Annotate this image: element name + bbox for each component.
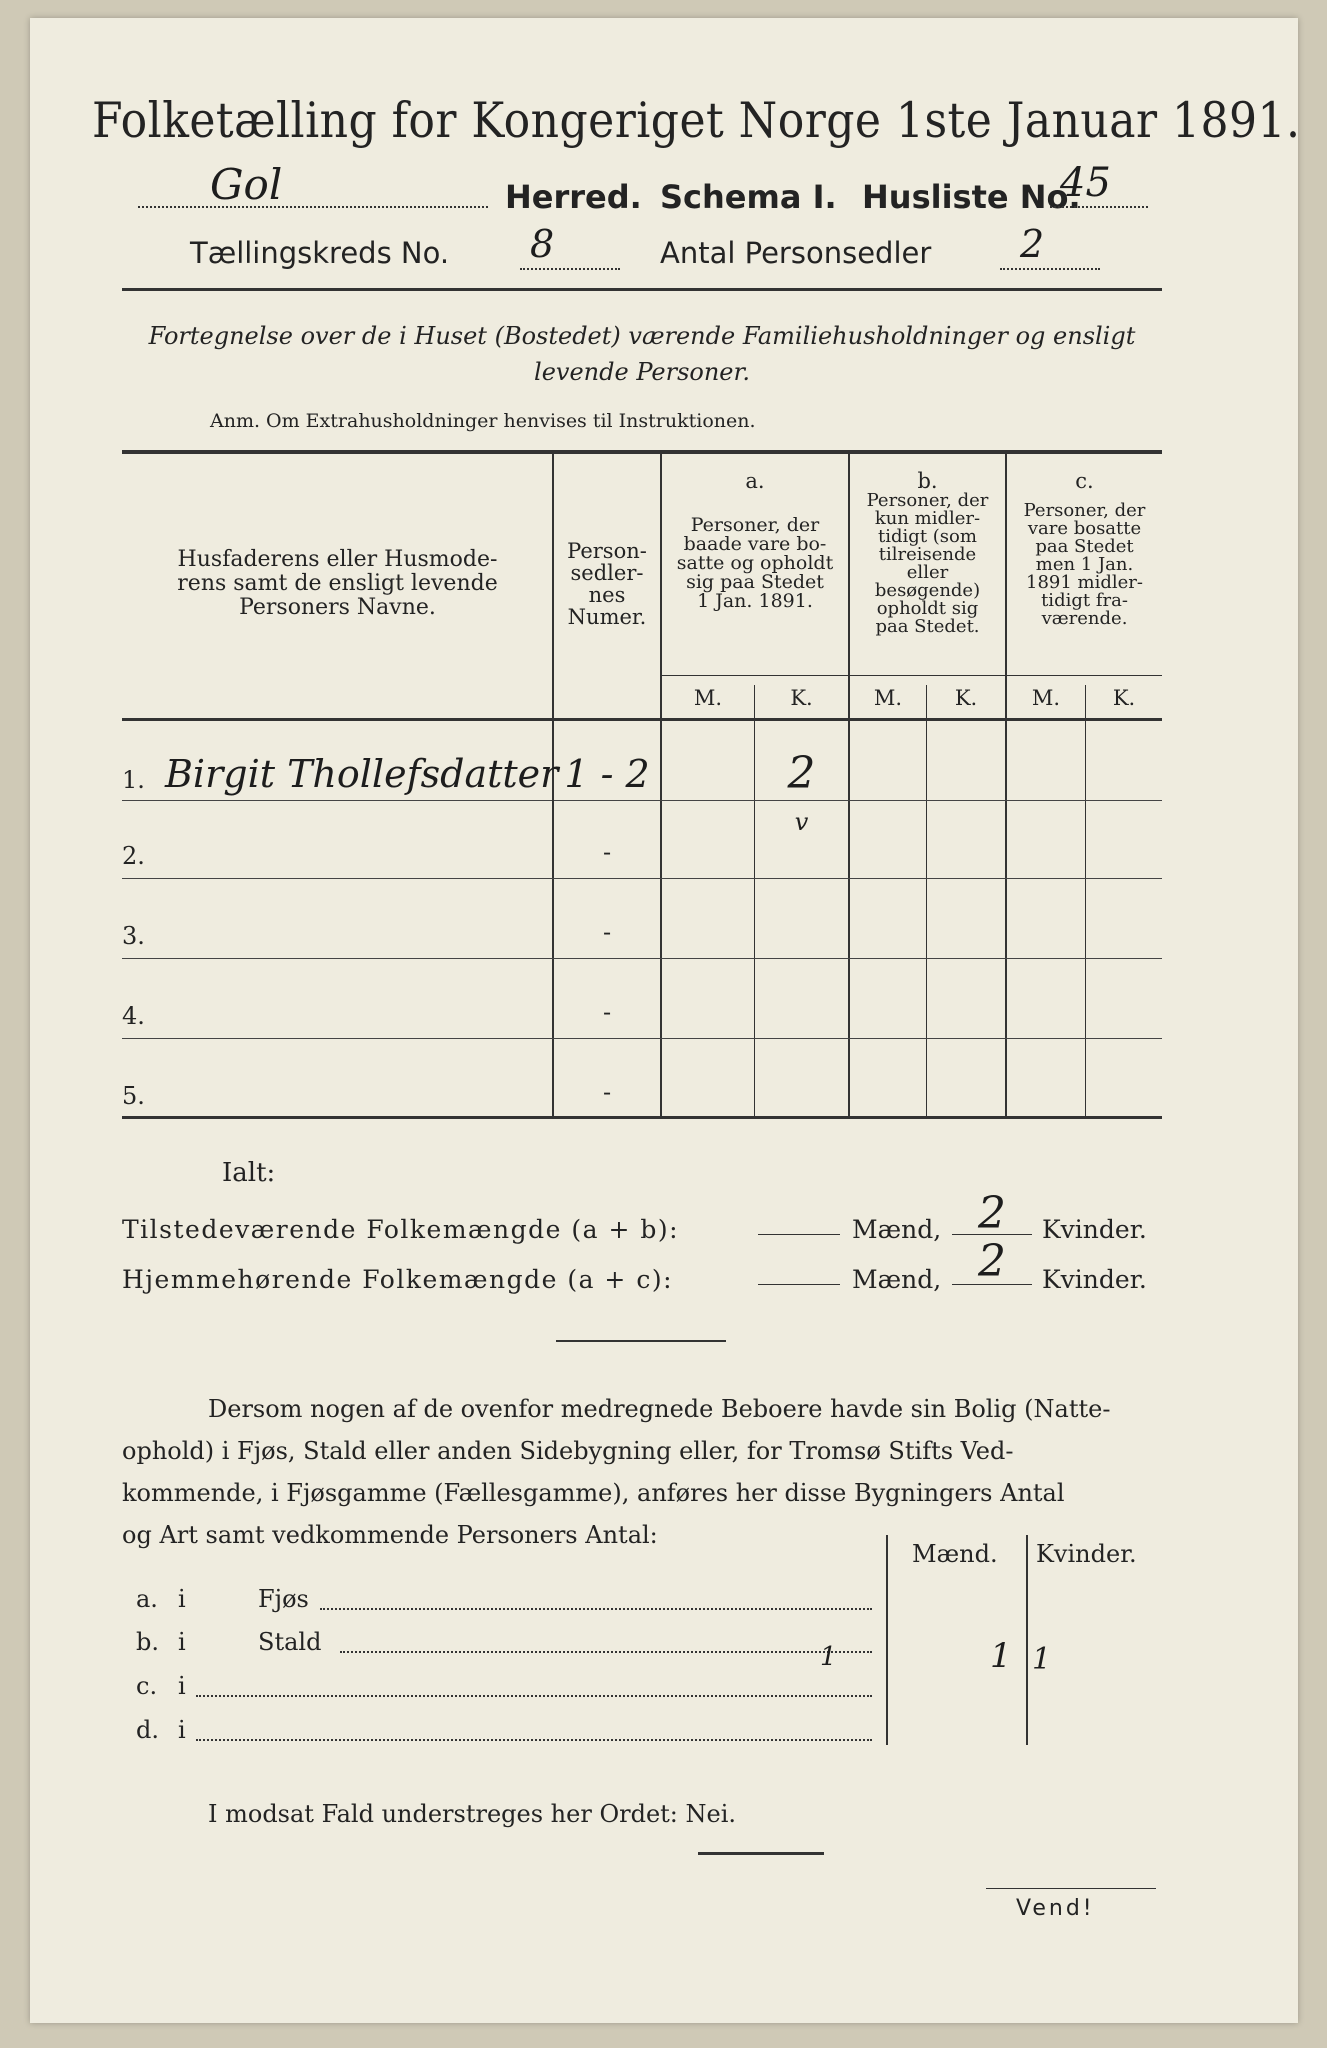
mk-rule: [660, 675, 1162, 676]
vend-label: Vend!: [1016, 1896, 1095, 1921]
col-b-line: opholdt sig: [876, 598, 979, 619]
row-number: 4.: [122, 1002, 145, 1030]
c-m-label: M.: [1031, 686, 1061, 710]
herred-field: [138, 178, 488, 208]
row-number: 5.: [122, 1082, 145, 1110]
item-prep: i: [178, 1716, 186, 1744]
para-line: Dersom nogen af de ovenfor medregnede Beboere havde sin Bolig (Natte-: [208, 1395, 1111, 1423]
para-line: ophold) i Fjøs, Stald eller anden Sidebygning eller, for Tromsø Stifts Ved-: [122, 1437, 1014, 1465]
stald-maend-value: 1: [990, 1636, 1012, 1676]
item-dots: [196, 1687, 872, 1697]
col-c-line: men 1 Jan.: [1035, 554, 1134, 575]
col-a-line: Personer, der: [690, 514, 820, 536]
item-letter: d.: [136, 1716, 159, 1744]
tilstede-kvinder-value: 2: [978, 1188, 1006, 1239]
col-header-num: [554, 540, 660, 628]
ialt-label: Ialt:: [222, 1158, 276, 1188]
row-rule: [122, 878, 1162, 879]
anm-note: Anm. Om Extrahusholdninger henvises til Instruktionen.: [210, 410, 756, 432]
a-k-label: K.: [790, 686, 813, 710]
col-c-letter: c.: [1075, 469, 1094, 493]
col-header-name: [130, 548, 545, 620]
col-num-line: Person-: [567, 539, 647, 563]
col-c-line: værende.: [1041, 608, 1128, 629]
col-b-line: besøgende): [874, 580, 981, 601]
col-a-line: sig paa Stedet: [686, 571, 824, 593]
schema-label: Schema I.: [660, 178, 837, 216]
col-a-line: baade vare bo-: [683, 533, 827, 555]
outbuildings-kvinder-label: Kvinder.: [1036, 1540, 1137, 1568]
outbuildings-paragraph: [122, 1388, 1162, 1556]
nei-instruction: I modsat Fald understreges her Ordet: Nei.: [208, 1800, 737, 1828]
taellingskreds-value: 8: [530, 222, 555, 266]
col-c-line: vare bosatte: [1027, 518, 1142, 539]
stald-mark: 1: [820, 1642, 837, 1672]
table-bottom-rule: [122, 1116, 1162, 1119]
col-c-line: Personer, der: [1023, 500, 1146, 521]
taellingskreds-label: Tællingskreds No.: [190, 236, 450, 270]
husliste-value: 45: [1060, 160, 1111, 206]
col-a-letter: a.: [745, 469, 765, 493]
husliste-label: Husliste No.: [862, 178, 1081, 216]
col-a-line: 1 Jan. 1891.: [697, 590, 813, 612]
stald-kvinder-value: 1: [1032, 1642, 1052, 1677]
col-num-line: Numer.: [567, 605, 647, 629]
b-k-label: K.: [954, 686, 978, 710]
item-dots: [196, 1731, 872, 1741]
hjemme-label: Hjemmehørende Folkemængde (a + c):: [122, 1265, 673, 1294]
item-dots: [340, 1643, 872, 1653]
row-personsedler-num: -: [602, 998, 612, 1026]
b-m-label: M.: [873, 686, 903, 710]
row-rule: [122, 800, 552, 801]
personsedler-field: [1000, 240, 1100, 270]
row-rule: [554, 800, 1162, 801]
item-name: Fjøs: [258, 1585, 309, 1613]
col-b-line: eller: [906, 562, 949, 583]
item-prep: i: [178, 1628, 186, 1656]
tilstede-maend-blank: [758, 1234, 840, 1235]
hjemme-maend-blank: [758, 1284, 840, 1285]
row-personsedler-num: -: [602, 1078, 612, 1106]
col-c-line: tidigt fra-: [1041, 590, 1128, 611]
col-b-letter: b.: [917, 469, 938, 493]
tilstede-label: Tilstedeværende Folkemængde (a + b):: [122, 1215, 680, 1244]
outbuildings-maend-label: Mænd.: [912, 1540, 998, 1568]
col-num-line: nes: [588, 583, 626, 607]
herred-label: Herred.: [505, 178, 642, 216]
intro-line-1: Fortegnelse over de i Huset (Bostedet) værende Familiehusholdninger og ensligt: [148, 322, 1136, 350]
col-name-line: Personers Navne.: [239, 595, 436, 620]
outbuildings-divider-2: [1026, 1535, 1028, 1745]
item-dots: [320, 1600, 872, 1610]
col-header-a: [662, 470, 848, 611]
col-b-line: tilreisende: [878, 544, 977, 565]
item-letter: b.: [136, 1628, 159, 1656]
col-b-line: tidigt (som: [878, 526, 977, 547]
row-rule: [122, 1038, 1162, 1039]
c-k-label: K.: [1112, 686, 1136, 710]
hjemme-maend-label: Mænd,: [852, 1265, 942, 1294]
tilstede-maend-label: Mænd,: [852, 1215, 942, 1244]
row-number: 3.: [122, 922, 145, 950]
header-rule: [122, 288, 1162, 291]
form-title: Folketælling for Kongeriget Norge 1ste Januar 1891.: [92, 92, 1301, 149]
hjemme-kvinder-value: 2: [978, 1236, 1006, 1287]
nei-underline: [698, 1852, 824, 1855]
col-b-line: kun midler-: [874, 508, 981, 529]
herred-value: Gol: [210, 160, 283, 209]
col-name-line: Husfaderens eller Husmode-: [177, 547, 498, 572]
row-rule: [122, 958, 1162, 959]
outbuildings-divider-1: [886, 1535, 888, 1745]
tilstede-kvinder-label: Kvinder.: [1042, 1215, 1147, 1244]
col-divider-ck: [1085, 685, 1086, 1118]
para-line: og Art samt vedkommende Personers Antal:: [122, 1521, 658, 1549]
col-header-b: [850, 470, 1005, 636]
row-personsedler-num: -: [602, 918, 612, 946]
item-letter: c.: [136, 1672, 158, 1700]
section-divider: [556, 1340, 726, 1342]
intro-line-2: levende Personer.: [534, 358, 750, 386]
col-header-c: [1007, 470, 1162, 628]
row-number: 1.: [122, 766, 145, 794]
col-b-line: Personer, der: [866, 490, 989, 511]
item-prep: i: [178, 1585, 186, 1613]
vend-rule: [986, 1888, 1156, 1889]
col-divider-bk: [926, 685, 927, 1118]
item-letter: a.: [136, 1585, 158, 1613]
col-num-line: sedler-: [570, 561, 644, 585]
col-c-line: paa Stedet: [1035, 536, 1134, 557]
a-m-label: M.: [693, 686, 723, 710]
col-a-line: satte og opholdt: [676, 552, 834, 574]
item-name: Stald: [258, 1628, 322, 1656]
row-number: 2.: [122, 842, 145, 870]
row-personsedler-num: 1 - 2: [564, 752, 650, 796]
check-mark: v: [794, 808, 809, 836]
col-name-line: rens samt de ensligt levende: [177, 571, 498, 596]
row-a-kvinder: 2: [787, 748, 816, 799]
hjemme-kvinder-label: Kvinder.: [1042, 1265, 1147, 1294]
col-c-line: 1891 midler-: [1026, 572, 1143, 593]
row-name: Birgit Thollefsdatter: [165, 752, 559, 796]
col-b-line: paa Stedet.: [875, 616, 980, 637]
item-prep: i: [178, 1672, 186, 1700]
census-form-page: [30, 18, 1301, 2023]
para-line: kommende, i Fjøsgamme (Fællesgamme), anføres her disse Bygningers Antal: [122, 1479, 1065, 1507]
personsedler-label: Antal Personsedler: [660, 236, 932, 270]
row-personsedler-num: -: [602, 838, 612, 866]
personsedler-value: 2: [1020, 222, 1045, 266]
